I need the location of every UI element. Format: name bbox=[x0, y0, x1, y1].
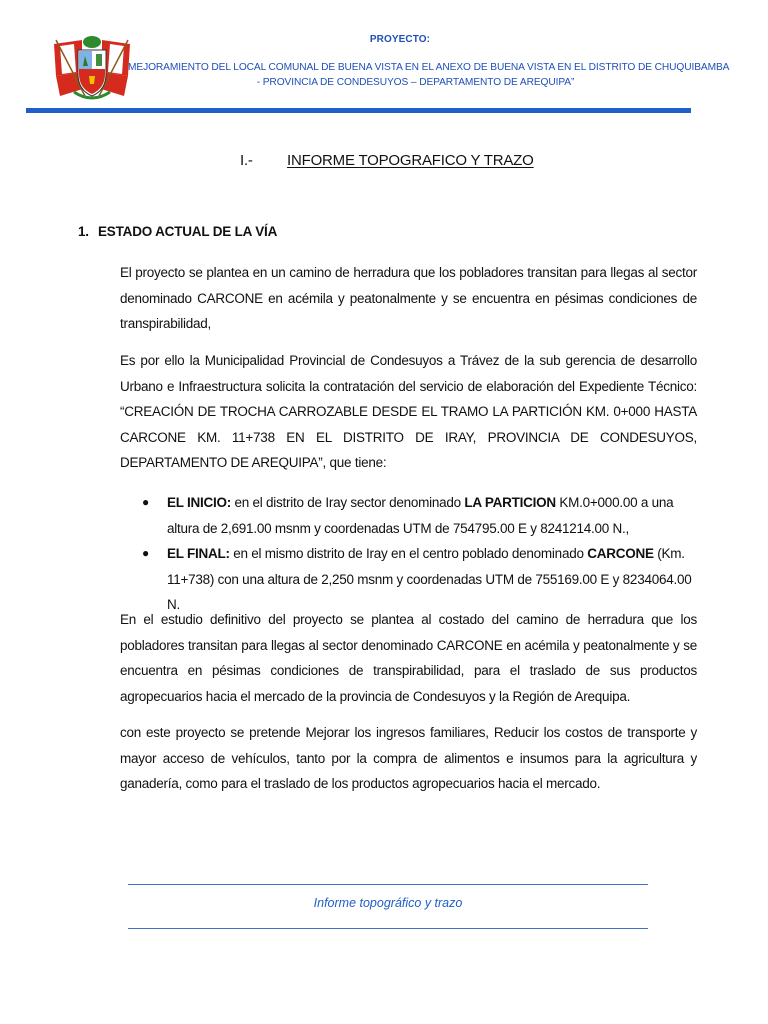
project-title bbox=[128, 61, 730, 90]
bullet-label: EL INICIO: bbox=[167, 495, 232, 510]
project-title-line-2: - PROVINCIA DE CONDESUYOS – DEPARTAMENTO DE AREQUIPA” bbox=[256, 76, 575, 88]
bullet-text: en el distrito de Iray sector denominado bbox=[231, 495, 465, 510]
document-header bbox=[0, 0, 768, 115]
paragraph-3: En el estudio definitivo del proyecto se plantea al costado del camino de herradura que los pobladores transitan para llegas al sector denominado CARCONE en acémila y peatonalmente y se encuentra en pésimas condiciones de transpirabilidad, para el traslado de sus productos agropecuarios hacia el mercado de la provincia de Condesuyos y la Región de Arequipa. bbox=[120, 612, 697, 704]
section-title: INFORME TOPOGRAFICO Y TRAZO bbox=[287, 152, 534, 169]
bullet-text: en el mismo distrito de Iray en el centro poblado denominado bbox=[229, 546, 588, 562]
bullet-list bbox=[120, 490, 697, 618]
bullet-icon: ● bbox=[142, 546, 149, 561]
bullet-text: KM.0+000.00 a una altura de 2,691.00 msnm y coordenadas UTM de 754795.00 E y 8241214.00 N., bbox=[167, 495, 674, 536]
paragraph-1: El proyecto se plantea en un camino de herradura que los pobladores transitan para llegas al sector denominado CARCONE en acémila y peatonalmente y se encuentra en pésimas condiciones de transpirabilidad, bbox=[120, 265, 697, 332]
footer-text: Informe topográfico y trazo bbox=[313, 896, 463, 910]
bullet-bold-text: CARCONE bbox=[587, 546, 654, 562]
paragraph-2: Es por ello la Municipalidad Provincial de Condesuyos a Trávez de la sub gerencia de desarrollo Urbano e Infraestructura solicita la contratación del servicio de elaboración del Expediente Técnico: “CREACIÓN DE TROCHA CARROZABLE DESDE EL TRAMO LA PARTICIÓN KM. 0+000 HASTA CARCONE KM. 11+738 EN EL DISTRITO DE IRAY, PROVINCIA DE CONDESUYOS, DEPARTAMENTO DE AREQUIPA”, que tiene: bbox=[120, 353, 697, 471]
project-title-line-1: MEJORAMIENTO DEL LOCAL COMUNAL DE BUENA VISTA EN EL ANEXO DE BUENA VISTA EN EL DISTRITO DE CHUQUIBAMBA bbox=[128, 62, 730, 73]
bullet-label: EL FINAL: bbox=[167, 546, 230, 562]
bullet-text: (Km. 11+738) con una altura de 2,250 msnm y coordenadas UTM de 755169.00 E y 8234064.00 N. bbox=[167, 546, 692, 613]
project-label: PROYECTO: bbox=[369, 34, 431, 45]
subsection-title: ESTADO ACTUAL DE LA VÍA bbox=[98, 224, 278, 239]
list-item bbox=[120, 490, 697, 541]
bullet-icon: ● bbox=[142, 495, 149, 509]
paragraph-4: con este proyecto se pretende Mejorar los ingresos familiares, Reducir los costos de transporte y mayor acceso de vehículos, tanto por la compra de alimentos e insumos para la agricultura y ganadería, como para el traslado de los productos agropecuarios hacia el mercado. bbox=[120, 725, 697, 792]
header-divider bbox=[26, 108, 691, 113]
bullet-bold-text: LA PARTICION bbox=[464, 495, 556, 510]
footer-divider-bottom bbox=[128, 928, 648, 929]
peru-coat-of-arms-icon bbox=[52, 32, 132, 104]
footer-divider-top bbox=[128, 884, 648, 885]
section-number: I.- bbox=[240, 152, 253, 169]
subsection-number: 1. bbox=[78, 224, 89, 239]
